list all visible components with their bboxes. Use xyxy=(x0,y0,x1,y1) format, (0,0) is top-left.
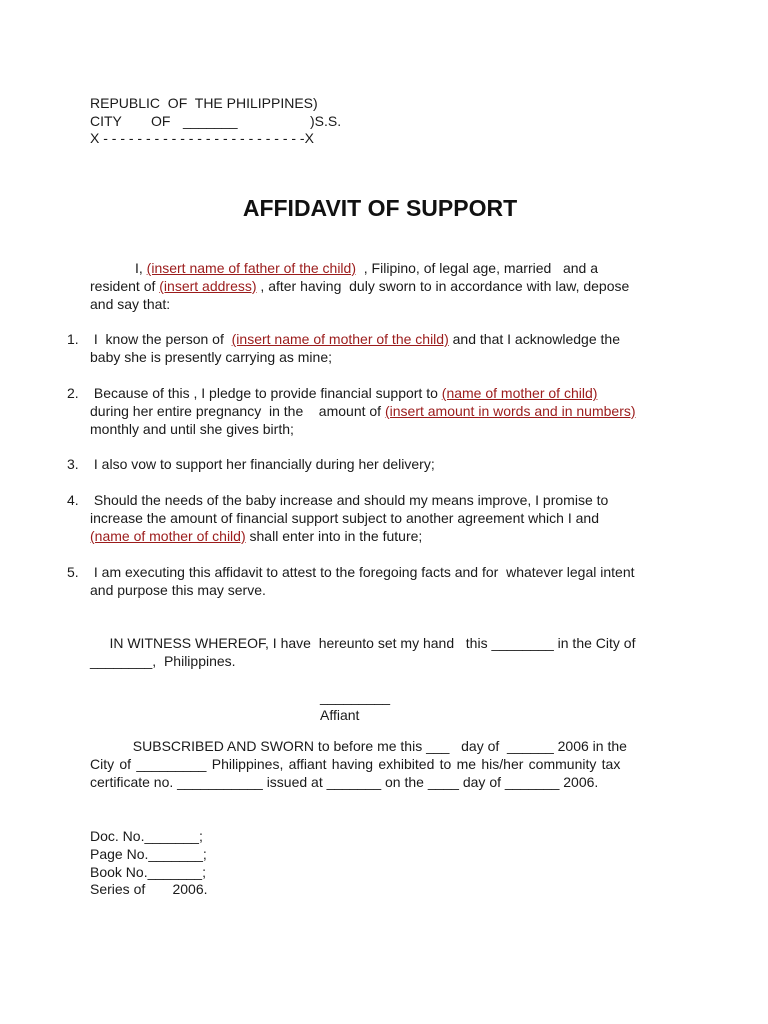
item-3 xyxy=(90,455,680,473)
item-1-text: I know the person of xyxy=(90,331,232,347)
jurat-paragraph xyxy=(90,737,676,791)
book-number: Book No._______; xyxy=(90,864,206,880)
caption-separator: X - - - - - - - - - - - - - - - - - - - - - - - -X xyxy=(90,130,314,146)
witness-clause xyxy=(90,634,680,670)
witness-line-2: ________, Philippines. xyxy=(90,653,236,669)
caption-republic: REPUBLIC OF THE PHILIPPINES) xyxy=(90,95,318,111)
affiant-signature-line: _________ xyxy=(320,689,391,705)
caption-city-blank: _______ xyxy=(183,113,238,129)
doc-number: Doc. No._______; xyxy=(90,828,203,844)
item-number-1: 1. xyxy=(67,331,79,347)
intro-paragraph xyxy=(90,259,680,313)
item-1-text-2: and that I acknowledge the xyxy=(448,331,620,347)
placeholder-amount: (insert amount in words and in numbers) xyxy=(384,403,636,419)
item-5-text-2: and purpose this may serve. xyxy=(90,582,266,598)
item-2-text-2: during her entire pregnancy in the amount of xyxy=(90,403,385,419)
jurat-line-1: SUBSCRIBED AND SWORN to before me this ___ day of ______ 2006 in the xyxy=(90,738,627,754)
item-number-4: 4. xyxy=(67,492,79,508)
item-1-text-3: baby she is presently carrying as mine; xyxy=(90,349,332,365)
item-2 xyxy=(90,384,680,438)
affiant-label: Affiant xyxy=(320,707,360,723)
item-5-text: I am executing this affidavit to attest to the foregoing facts and for whatever legal intent xyxy=(90,564,635,580)
placeholder-mother-name-3: (name of mother of child) xyxy=(90,528,246,544)
item-number-3: 3. xyxy=(67,456,79,472)
item-5 xyxy=(90,563,680,599)
jurat-line-3: certificate no. ___________ issued at _______ on the ____ day of _______ 2006. xyxy=(90,774,599,790)
placeholder-father-name: (insert name of father of the child) xyxy=(146,260,356,276)
item-number-5: 5. xyxy=(67,564,79,580)
placeholder-address: (insert address) xyxy=(159,278,257,294)
caption-city-label: CITY xyxy=(90,113,122,129)
placeholder-mother-name: (insert name of mother of the child) xyxy=(231,331,449,347)
item-4-text-2: increase the amount of financial support subject to another agreement which I and xyxy=(90,510,599,526)
item-4-text-3: shall enter into in the future; xyxy=(245,528,423,544)
document-title: AFFIDAVIT OF SUPPORT xyxy=(242,195,518,221)
item-2-text: Because of this , I pledge to provide financial support to xyxy=(90,385,442,401)
item-3-text: I also vow to support her financially during her delivery; xyxy=(90,456,435,472)
intro-text-1: I, xyxy=(135,260,147,276)
intro-text-5: and say that: xyxy=(90,296,171,312)
item-4-text: Should the needs of the baby increase and should my means improve, I promise to xyxy=(90,492,609,508)
series-of: Series of 2006. xyxy=(90,881,208,897)
intro-text-3: resident of xyxy=(90,278,160,294)
item-number-2: 2. xyxy=(67,385,79,401)
item-2-text-3: monthly and until she gives birth; xyxy=(90,421,294,437)
page-number: Page No._______; xyxy=(90,846,207,862)
witness-line-1: IN WITNESS WHEREOF, I have hereunto set my hand this ________ in the City of xyxy=(90,635,636,651)
intro-text-2: , Filipino, of legal age, married and a xyxy=(356,260,599,276)
item-4 xyxy=(90,491,680,545)
caption-ss: )S.S. xyxy=(310,113,342,129)
item-1 xyxy=(90,330,680,366)
jurat-line-2: City of _________ Philippines, affiant having exhibited to me his/her community tax xyxy=(90,756,621,772)
intro-text-4: , after having duly sworn to in accordance with law, depose xyxy=(256,278,630,294)
placeholder-mother-name-2: (name of mother of child) xyxy=(441,385,598,401)
caption-of-label: OF xyxy=(151,113,171,129)
